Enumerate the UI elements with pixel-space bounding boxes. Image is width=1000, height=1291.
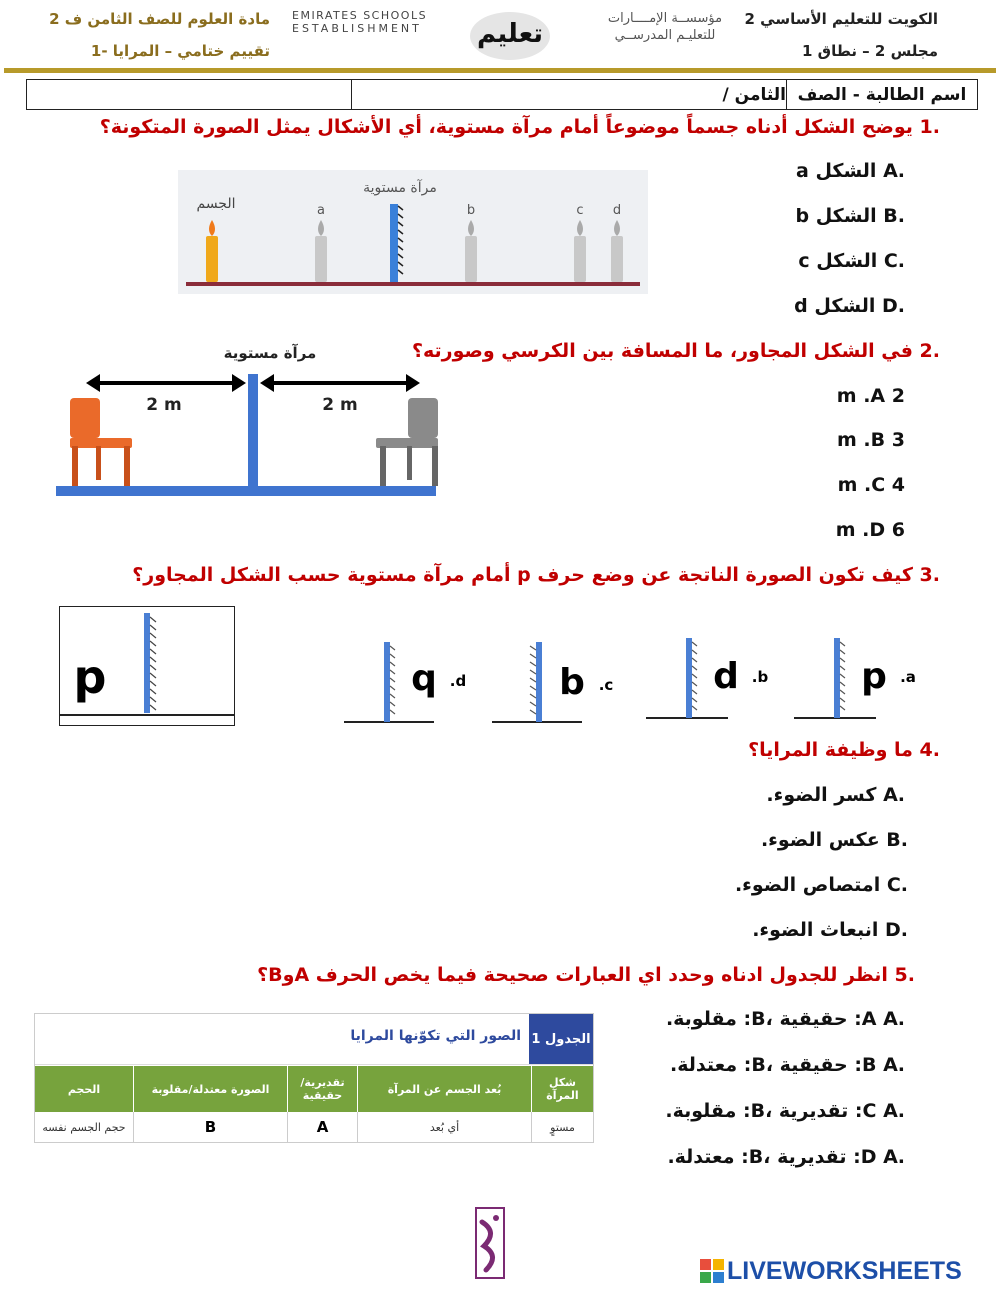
org-arabic-line1: مؤسســة الإمــــارات	[607, 11, 723, 26]
question-3-choice-d[interactable]	[340, 636, 475, 728]
header-right-line1: الكويت للتعليم الأساسي 2	[744, 10, 938, 28]
choice-b-letter: d	[713, 656, 739, 697]
org-english-name	[292, 9, 442, 35]
object-letter: p	[73, 650, 107, 704]
question-4-option-d[interactable]: .D انبعاث الضوء.	[752, 919, 908, 941]
question-3-choice-a[interactable]	[790, 632, 925, 724]
mirror-label: مرآة مستوية	[363, 180, 437, 196]
table-header-row	[35, 1066, 593, 1112]
left-distance-arrow	[86, 374, 246, 392]
question-5-option-b[interactable]: .B A: حقيقية ،B: معتدلة.	[670, 1054, 905, 1076]
question-3-choice-c[interactable]	[488, 636, 623, 728]
q2-mirror-label: مرآة مستوية	[223, 344, 317, 362]
choice-c-label: .c	[598, 676, 614, 694]
question-2-option-a[interactable]: 2 m .A	[836, 385, 905, 407]
logo-text: تعليم	[476, 19, 544, 49]
candle-label-b: b	[466, 203, 476, 218]
grade-value: الثامن /	[722, 84, 786, 105]
question-2-figure	[52, 338, 442, 504]
table-header-orientation: الصورة معتدلة/مقلوبة	[133, 1066, 287, 1112]
student-name-field[interactable]	[27, 80, 351, 109]
table-data-row	[35, 1112, 593, 1142]
question-3-choice-b[interactable]	[642, 632, 777, 724]
object-label: الجسم	[196, 196, 236, 212]
org-arabic-name	[590, 10, 740, 44]
table-header-shape: شكل المرآة	[531, 1066, 593, 1112]
choice-a-letter: p	[861, 656, 887, 697]
grade-cell	[351, 80, 787, 109]
org-arabic-line2: للتعليـم المدرســي	[614, 28, 716, 43]
question-2-title: .2 في الشكل المجاور، ما المسافة بين الكرسي وصورته؟	[411, 340, 940, 362]
right-distance-arrow	[260, 374, 420, 392]
question-4-title: .4 ما وظيفة المرايا؟	[748, 739, 940, 761]
table-header-size: الحجم	[67, 1082, 101, 1096]
question-5-title: .5 انظر للجدول ادناه وحدد اي العبارات صحيحة فيما يخص الحرف AوB؟	[257, 964, 915, 986]
question-2-option-b[interactable]: 3 m .B	[837, 429, 905, 451]
question-5-option-a[interactable]: .A A: حقيقية ،B: مقلوبة.	[665, 1008, 905, 1030]
question-4-option-c[interactable]: .C امتصاص الضوء.	[734, 874, 908, 896]
table-cell-distance: أي بُعد	[357, 1112, 531, 1142]
header-left-line2: تقييم ختامي – المرايا -1	[90, 42, 270, 60]
table-header-real-virtual: تقديرية/ حقيقية	[287, 1066, 357, 1112]
candle-label-a: a	[317, 203, 325, 218]
table-cell-b: B	[133, 1112, 287, 1142]
question-1-option-d[interactable]: .D الشكل d	[794, 295, 905, 317]
taleem-logo	[460, 6, 560, 62]
question-2-option-c[interactable]: 4 m .C	[837, 474, 905, 496]
liveworksheets-icon	[700, 1259, 724, 1283]
table-cell-size: حجم الجسم نفسه	[42, 1120, 126, 1134]
header-divider	[4, 68, 996, 73]
header-left-line1: مادة العلوم للصف الثامن ف 2	[49, 10, 270, 28]
table-caption-tag: الجدول 1	[529, 1014, 593, 1064]
header-right-line2: مجلس 2 – نطاق 1	[802, 42, 938, 60]
question-5-option-c[interactable]: .C A: تقديرية ،B: مقلوبة.	[665, 1100, 905, 1122]
choice-d-label: .d	[449, 672, 467, 690]
left-distance-label: 2 m	[146, 395, 182, 415]
choice-a-label: .a	[900, 668, 916, 686]
images-table	[34, 1013, 594, 1143]
question-5-option-d[interactable]: .D A: تقديرية ،B: معتدلة.	[667, 1146, 905, 1168]
question-4-option-b[interactable]: .B عكس الضوء.	[760, 829, 908, 851]
liveworksheets-brand: LIVEWORKSHEETS	[727, 1256, 962, 1285]
question-3-title: .3 كيف تكون الصورة الناتجة عن وضع حرف p أمام مرآة مستوية حسب الشكل المجاور؟	[132, 564, 940, 586]
org-english-line2: ESTABLISHMENT	[292, 22, 422, 35]
question-3-object-box	[59, 606, 235, 726]
table-caption: الصور التي تكوّنها المرايا	[350, 1028, 521, 1044]
question-1-option-b[interactable]: .B الشكل b	[795, 205, 905, 227]
liveworksheets-logo	[700, 1257, 996, 1285]
question-1-figure	[178, 170, 648, 294]
question-5-options	[665, 1008, 905, 1192]
question-1-option-c[interactable]: .C الشكل c	[798, 250, 905, 272]
name-label: اسم الطالبة - الصف	[797, 84, 967, 105]
chair-object	[70, 398, 132, 486]
candle-label-c: c	[576, 203, 584, 218]
question-2-option-d[interactable]: 6 m .D	[835, 519, 905, 541]
choice-b-label: .b	[751, 668, 769, 686]
table-cell-shape: مستوٍ	[531, 1112, 593, 1142]
choice-c-letter: b	[559, 662, 585, 703]
table-cell-a: A	[287, 1112, 357, 1142]
candle-label-d: d	[612, 203, 622, 218]
footer-calligraphy-logo	[470, 1202, 510, 1284]
question-1-option-a[interactable]: .A الشكل a	[796, 160, 905, 182]
table-caption-row	[35, 1014, 593, 1065]
question-4-option-a[interactable]: .A كسر الضوء.	[766, 784, 905, 806]
choice-d-letter: q	[411, 658, 437, 699]
table-header-distance: بُعد الجسم عن المرآة	[357, 1066, 531, 1112]
right-distance-label: 2 m	[322, 395, 358, 415]
question-1-title: .1 يوضح الشكل أدناه جسماً موضوعاً أمام مرآة مستوية، أي الأشكال يمثل الصورة المتكونة؟	[99, 116, 940, 138]
student-info-row	[26, 79, 978, 110]
org-english-line1: EMIRATES SCHOOLS	[292, 9, 428, 22]
chair-image	[376, 398, 438, 486]
